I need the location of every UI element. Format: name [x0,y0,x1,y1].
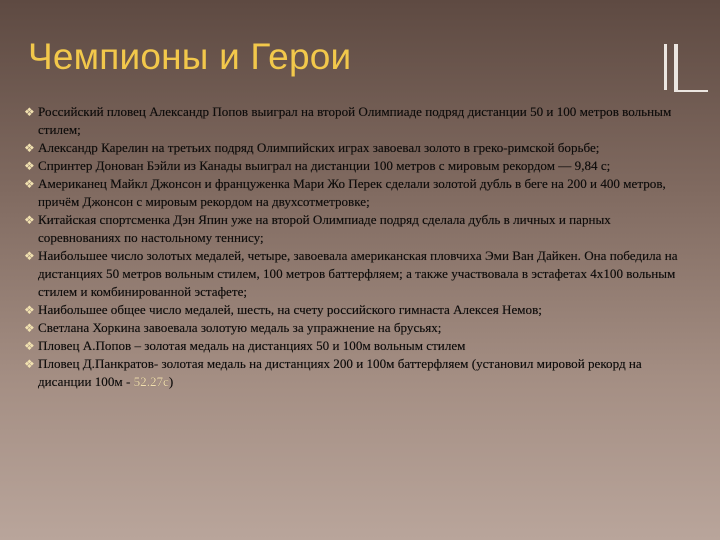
list-item-text: Американец Майкл Джонсон и француженка Мари Жо Перек сделали золотой дубль в беге на 200 и 400 метров, причём Джонсон с мировым рекордом на двухсотметровке; [38,176,666,209]
diamond-quad-icon: ❖ [24,213,35,227]
list-item [24,247,692,301]
record-value: 52.27с [133,374,169,389]
list-item-text-end: ) [168,374,174,389]
diamond-quad-icon: ❖ [24,159,35,173]
list-item-text: Пловец А.Попов – золотая медаль на дистанциях 50 и 100м вольным стилем [38,338,466,353]
list-item-text: Светлана Хоркина завоевала золотую медаль за упражнение на брусьях; [38,320,442,335]
list-item-text: Александр Карелин на третьих подряд Олимпийских играх завоевал золото в греко-римской борьбе; [38,140,600,155]
diamond-quad-icon: ❖ [24,357,35,371]
diamond-quad-icon: ❖ [24,177,35,191]
list-item [24,139,692,157]
list-item-text: Китайская спортсменка Дэн Япин уже на второй Олимпиаде подряд сделала дубль в личных и парных соревнованиях по настольному теннису; [38,212,611,245]
diamond-quad-icon: ❖ [24,303,35,317]
diamond-quad-icon: ❖ [24,339,35,353]
bullet-list [24,103,692,391]
slide-title: Чемпионы и Герои [28,36,352,77]
diamond-quad-icon: ❖ [24,141,35,155]
diamond-quad-icon: ❖ [24,249,35,263]
list-item [24,337,692,355]
decoration-bar-thick [674,44,678,90]
diamond-quad-icon: ❖ [24,105,35,119]
corner-decoration [664,44,708,92]
list-item [24,355,692,391]
list-item [24,157,692,175]
list-item [24,319,692,337]
list-item-text: Российский пловец Александр Попов выиграл на второй Олимпиаде подряд дистанции 50 и 100 метров вольным стилем; [38,104,672,137]
diamond-quad-icon: ❖ [24,321,35,335]
decoration-bar-thin [664,44,667,90]
list-item [24,103,692,139]
list-item [24,301,692,319]
list-item-text [38,355,692,391]
list-item [24,211,692,247]
decoration-underline [674,90,708,92]
list-item-text: Наибольшее число золотых медалей, четыре, завоевала американская пловчиха Эми Ван Дайкен. Она победила на дистанциях 50 метров вольным стилем, 100 метров баттерфляем; а также участвовала в эстафетах 4х100 вольным стилем и комбинированной эстафете; [38,248,678,299]
list-item [24,175,692,211]
list-item-text: Спринтер Донован Бэйли из Канады выиграл на дистанции 100 метров с мировым рекордом — 9,84 с; [38,158,611,173]
list-item-text-main: Пловец Д.Панкратов- золотая медаль на дистанциях 200 и 100м баттерфляем (установил мировой рекорд на дисанции 100м - [38,356,642,389]
list-item-text: Наибольшее общее число медалей, шесть, на счету российского гимнаста Алексея Немов; [38,302,542,317]
